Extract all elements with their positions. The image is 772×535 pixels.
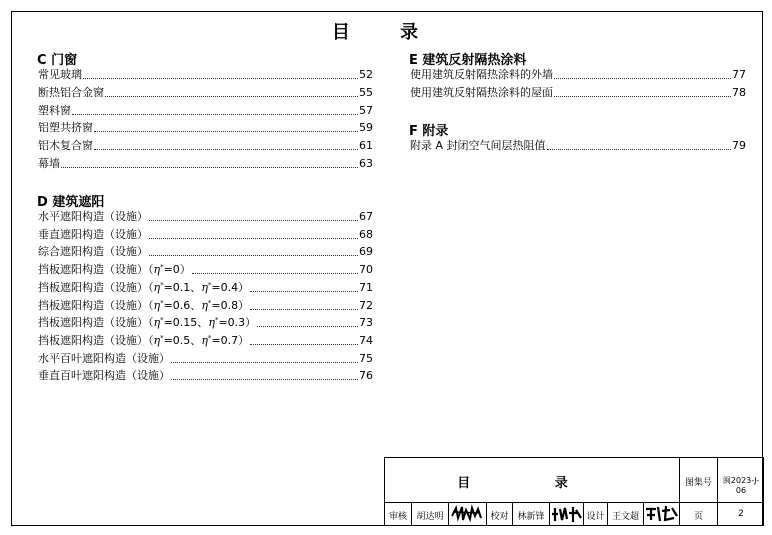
toc-entry-text: 常见玻璃 <box>38 68 82 81</box>
eta-value: =0.1、 <box>163 280 202 294</box>
toc-entry[interactable] <box>410 139 746 153</box>
toc-entry-title <box>410 86 553 100</box>
toc-entry-title: 挡板遮阳构造（设施）（η*=0.15、η*=0.3） <box>38 316 257 330</box>
toc-entry-title <box>410 139 546 153</box>
page-number: 2 <box>738 509 744 519</box>
toc-entry-text: 幕墙 <box>38 157 60 170</box>
eta-value: =0.3 <box>218 316 246 330</box>
toc-entry-title <box>38 369 170 383</box>
checker-signature <box>550 504 583 528</box>
toc-entry-title <box>38 104 71 118</box>
toc-entry-page: 68 <box>359 227 373 241</box>
eta-superscript: * <box>207 280 212 289</box>
toc-entry-title <box>38 68 82 82</box>
toc-entry-text: 水平百叶遮阳构造（设施） <box>38 351 170 365</box>
designer-name: 王文超 <box>611 512 639 522</box>
toc-entry-text: 挡板遮阳构造（设施） <box>38 280 148 294</box>
leader-dots <box>171 379 358 380</box>
toc-entry-page: 73 <box>359 316 373 330</box>
leader-dots <box>554 78 731 79</box>
toc-entry-title <box>410 68 553 82</box>
reviewer-name: 胡达明 <box>416 512 444 522</box>
toc-entry-title: 挡板遮阳构造（设施）（η*=0） <box>38 263 191 277</box>
toc-entry-page: 69 <box>359 245 373 259</box>
eta-symbol: η <box>153 298 161 312</box>
leader-dots <box>149 220 358 221</box>
atlas-label: 图集号 <box>684 478 712 488</box>
toc-entry[interactable] <box>38 316 373 330</box>
toc-entry-page: 77 <box>732 68 746 81</box>
toc-entry-title <box>38 86 104 100</box>
leader-dots <box>250 291 358 292</box>
eta-value: =0.8 <box>211 298 239 312</box>
toc-entry-title <box>38 121 93 135</box>
toc-entry[interactable] <box>38 157 373 171</box>
eta-value: =0.5、 <box>163 333 202 347</box>
eta-superscript: * <box>207 333 212 342</box>
toc-entry[interactable] <box>38 104 373 118</box>
toc-entry[interactable] <box>38 121 373 135</box>
toc-entry-page: 74 <box>359 333 373 347</box>
eta-value: =0.7 <box>211 333 239 347</box>
toc-entry-page: 59 <box>359 121 373 135</box>
section-d-title: D 建筑遮阳 <box>37 195 105 210</box>
eta-symbol: η <box>201 333 208 347</box>
toc-entry-title: 挡板遮阳构造（设施）（η*=0.6、η*=0.8） <box>38 298 250 312</box>
toc-entry-text: 附录 A 封闭空气间层热阻值 <box>410 139 546 152</box>
eta-superscript: * <box>160 263 164 272</box>
leader-dots <box>554 96 731 97</box>
eta-symbol: η <box>201 280 208 294</box>
eta-symbol: η <box>153 333 161 347</box>
toc-entry-text: 塑料窗 <box>38 103 71 117</box>
designer-signature <box>644 503 679 528</box>
eta-superscript: * <box>160 280 164 289</box>
eta-value: =0.4 <box>211 280 239 294</box>
toc-entry[interactable] <box>38 369 373 383</box>
toc-entry-text: 挡板遮阳构造（设施） <box>38 333 148 347</box>
toc-entry-page: 61 <box>359 139 373 153</box>
checker-name: 林新锋 <box>517 512 545 522</box>
eta-superscript: * <box>207 298 212 307</box>
check-label: 校对 <box>490 512 509 522</box>
eta-value: =0.6、 <box>163 298 202 312</box>
page-title: 目 录 <box>331 22 441 43</box>
toc-entry-page: 76 <box>359 369 373 383</box>
leader-dots <box>94 131 358 132</box>
toc-entry-title <box>38 352 170 366</box>
toc-entry[interactable] <box>38 139 373 153</box>
section-c-title: C 门窗 <box>37 53 78 68</box>
leader-dots <box>192 273 358 274</box>
toc-entry-page: 71 <box>359 280 373 294</box>
toc-entry-page: 70 <box>359 263 373 277</box>
toc-entry[interactable] <box>38 299 373 313</box>
toc-entry-page: 63 <box>359 157 373 170</box>
toc-entry-title <box>38 139 93 153</box>
eta-value: =0.15、 <box>163 316 209 330</box>
leader-dots <box>83 78 358 79</box>
toc-entry-text: 铝塑共挤窗 <box>38 121 93 135</box>
toc-entry-text: 使用建筑反射隔热涂料的屋面 <box>410 85 553 99</box>
title-block <box>384 457 764 526</box>
toc-entry-text: 断热铝合金窗 <box>38 85 104 99</box>
eta-symbol: η <box>208 316 215 330</box>
toc-entry[interactable] <box>38 86 373 100</box>
section-f-title: F 附录 <box>409 124 449 139</box>
eta-superscript: * <box>160 298 164 307</box>
toc-entry[interactable] <box>38 334 373 348</box>
eta-symbol: η <box>153 280 161 294</box>
toc-entry-page: 57 <box>359 103 373 117</box>
toc-entry-title <box>38 210 148 224</box>
toc-entry-text: 挡板遮阳构造（设施） <box>38 263 148 277</box>
toc-entry-text: 垂直百叶遮阳构造（设施） <box>38 369 170 383</box>
toc-entry-title: 挡板遮阳构造（设施）（η*=0.1、η*=0.4） <box>38 280 250 294</box>
section-e-title: E 建筑反射隔热涂料 <box>409 53 527 68</box>
leader-dots <box>171 362 358 363</box>
toc-entry[interactable] <box>38 245 373 259</box>
toc-entry-title: 挡板遮阳构造（设施）（η*=0.5、η*=0.7） <box>38 333 250 347</box>
toc-entry-page: 75 <box>359 351 373 365</box>
eta-superscript: * <box>214 316 219 325</box>
toc-entry-text: 综合遮阳构造（设施） <box>38 245 148 259</box>
eta-value: =0 <box>163 263 180 277</box>
toc-entry-page: 55 <box>359 85 373 99</box>
toc-entry-page: 79 <box>732 139 746 152</box>
toc-entry[interactable] <box>38 228 373 242</box>
review-label: 审核 <box>388 512 407 522</box>
atlas-number: 闽2023-J-06 <box>722 476 760 495</box>
toc-entry-text: 水平遮阳构造（设施） <box>38 210 148 223</box>
leader-dots <box>250 309 358 310</box>
toc-entry-title <box>38 157 60 171</box>
title-block-divider <box>385 502 763 503</box>
leader-dots <box>250 344 358 345</box>
toc-entry[interactable] <box>410 86 746 100</box>
design-label: 设计 <box>586 512 605 522</box>
title-block-title: 目 录 <box>457 476 608 491</box>
eta-symbol: η <box>153 316 161 330</box>
leader-dots <box>547 149 731 150</box>
toc-entry-text: 使用建筑反射隔热涂料的外墙 <box>410 68 553 81</box>
toc-entry-text: 挡板遮阳构造（设施） <box>38 316 148 330</box>
toc-entry[interactable] <box>38 68 373 82</box>
toc-entry-page: 67 <box>359 210 373 223</box>
reviewer-signature <box>450 504 484 528</box>
eta-superscript: * <box>160 333 164 342</box>
leader-dots <box>94 149 358 150</box>
toc-entry-text: 垂直遮阳构造（设施） <box>38 227 148 241</box>
toc-entry[interactable] <box>38 263 373 277</box>
leader-dots <box>257 326 358 327</box>
toc-entry[interactable] <box>38 281 373 295</box>
eta-symbol: η <box>201 298 208 312</box>
toc-entry-page: 78 <box>732 85 746 99</box>
toc-entry-text: 铝木复合窗 <box>38 139 93 153</box>
leader-dots <box>105 96 358 97</box>
leader-dots <box>61 167 358 168</box>
toc-entry-title <box>38 245 148 259</box>
title-block-vline <box>448 502 449 525</box>
toc-entry[interactable] <box>38 210 373 224</box>
page-label: 页 <box>693 512 703 522</box>
toc-entry-page: 72 <box>359 298 373 312</box>
eta-superscript: * <box>160 316 164 325</box>
toc-entry-text: 挡板遮阳构造（设施） <box>38 298 148 312</box>
leader-dots <box>72 114 358 115</box>
leader-dots <box>149 255 358 256</box>
toc-entry[interactable] <box>410 68 746 82</box>
toc-entry-page: 52 <box>359 68 373 81</box>
leader-dots <box>149 238 358 239</box>
eta-symbol: η <box>153 263 161 277</box>
toc-entry[interactable] <box>38 352 373 366</box>
toc-entry-title <box>38 228 148 242</box>
